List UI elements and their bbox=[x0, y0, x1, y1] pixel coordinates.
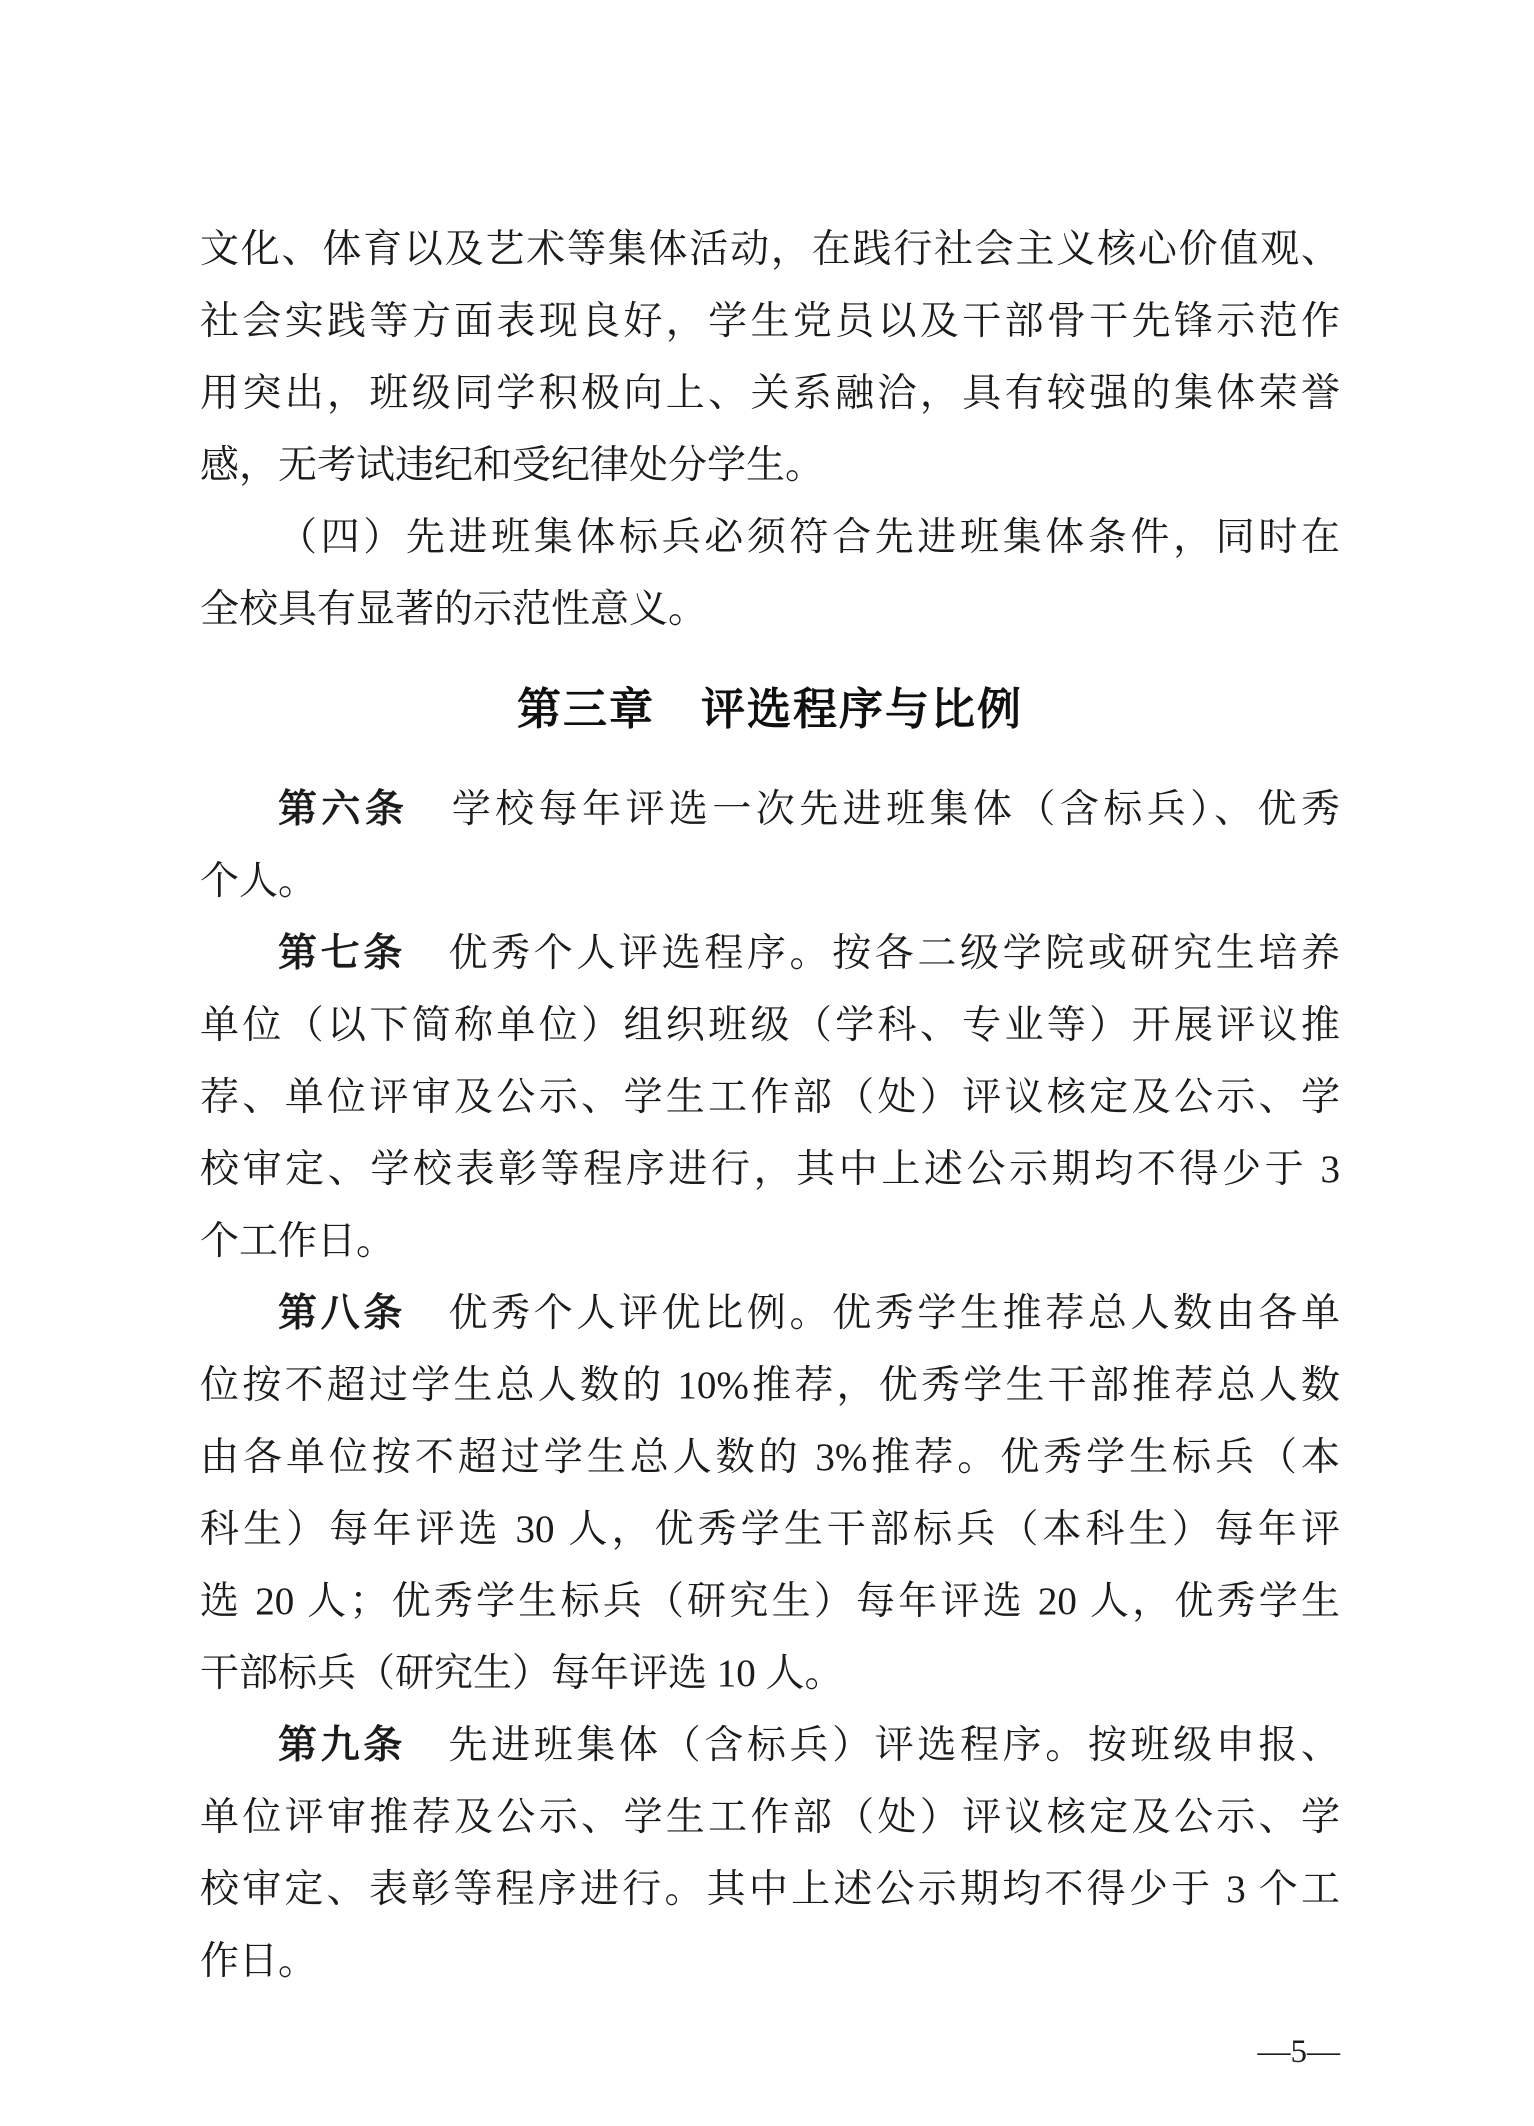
article-number: 第八条 bbox=[278, 1292, 406, 1335]
text-line: 个工作日。 bbox=[200, 1220, 396, 1263]
text-line: 单位（以下简称单位）组织班级（学科、专业等）开展评议推 bbox=[200, 1004, 1340, 1047]
text-line: 文化、体育以及艺术等集体活动，在践行社会主义核心价值观、 bbox=[200, 228, 1340, 271]
text-line bbox=[200, 774, 1340, 846]
text-line bbox=[200, 1710, 1340, 1782]
text-line bbox=[200, 918, 1340, 990]
text-line: 位按不超过学生总人数的 10%推荐，优秀学生干部推荐总人数 bbox=[200, 1364, 1340, 1407]
text-line: 个人。 bbox=[200, 860, 318, 903]
text-line: 荐、单位评审及公示、学生工作部（处）评议核定及公示、学 bbox=[200, 1076, 1340, 1119]
text-line: 选 20 人；优秀学生标兵（研究生）每年评选 20 人，优秀学生 bbox=[200, 1580, 1340, 1623]
article-text: 优秀个人评选程序。按各二级学院或研究生培养 bbox=[405, 932, 1340, 975]
article-text: 优秀个人评优比例。优秀学生推荐总人数由各单 bbox=[405, 1292, 1340, 1335]
document-body bbox=[200, 214, 1340, 1998]
paragraph-article-7 bbox=[200, 918, 1340, 1278]
text-line: 用突出，班级同学积极向上、关系融洽，具有较强的集体荣誉 bbox=[200, 372, 1340, 415]
paragraph-article-6 bbox=[200, 774, 1340, 918]
paragraph-item-four bbox=[200, 502, 1340, 646]
text-line: 感，无考试违纪和受纪律处分学生。 bbox=[200, 444, 825, 487]
text-line: 全校具有显著的示范性意义。 bbox=[200, 588, 708, 631]
text-line: 作日。 bbox=[200, 1940, 318, 1983]
article-text: 学校每年评选一次先进班集体（含标兵）、优秀 bbox=[408, 788, 1340, 831]
page-number: —5— bbox=[1257, 2034, 1340, 2070]
article-number: 第六条 bbox=[278, 788, 409, 831]
text-line: 干部标兵（研究生）每年评选 10 人。 bbox=[200, 1652, 844, 1695]
paragraph-article-9 bbox=[200, 1710, 1340, 1998]
text-line: 由各单位按不超过学生总人数的 3%推荐。优秀学生标兵（本 bbox=[200, 1436, 1340, 1479]
text-line: 校审定、学校表彰等程序进行，其中上述公示期均不得少于 3 bbox=[200, 1148, 1340, 1191]
text-line: 科生）每年评选 30 人，优秀学生干部标兵（本科生）每年评 bbox=[200, 1508, 1340, 1551]
paragraph-collective-criteria bbox=[200, 214, 1340, 502]
paragraph-article-8 bbox=[200, 1278, 1340, 1710]
text-line: 单位评审推荐及公示、学生工作部（处）评议核定及公示、学 bbox=[200, 1796, 1340, 1839]
text-line: （四）先进班集体标兵必须符合先进班集体条件，同时在 bbox=[278, 516, 1340, 559]
article-number: 第九条 bbox=[278, 1724, 406, 1767]
text-line: 社会实践等方面表现良好，学生党员以及干部骨干先锋示范作 bbox=[200, 300, 1340, 343]
article-text: 先进班集体（含标兵）评选程序。按班级申报、 bbox=[405, 1724, 1340, 1767]
text-line bbox=[200, 1278, 1340, 1350]
chapter-heading: 第三章 评选程序与比例 bbox=[517, 685, 1023, 734]
article-number: 第七条 bbox=[278, 932, 406, 975]
text-line: 校审定、表彰等程序进行。其中上述公示期均不得少于 3 个工 bbox=[200, 1868, 1340, 1911]
